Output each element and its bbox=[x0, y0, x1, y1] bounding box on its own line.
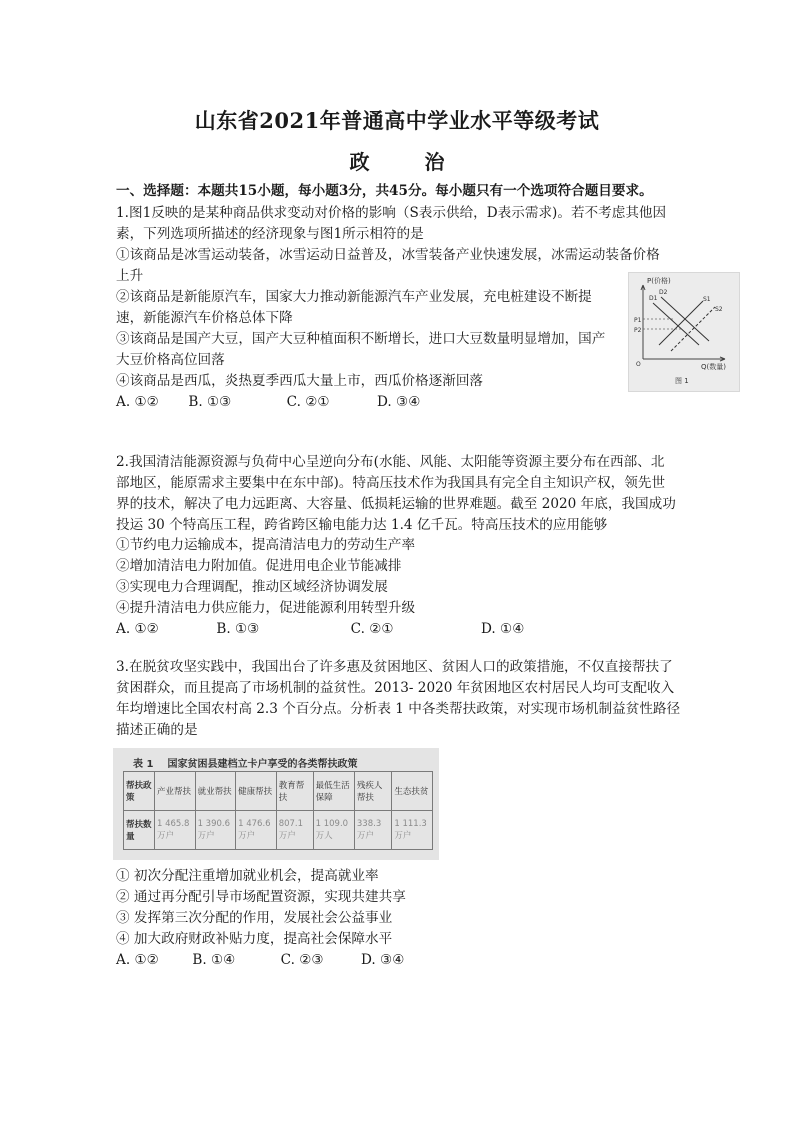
q2-option-1: ①节约电力运输成本，提高清洁电力的劳动生产率 bbox=[116, 537, 416, 553]
q3-option-4: ④ 加大政府财政补贴力度，提高社会保障水平 bbox=[116, 931, 393, 947]
table-cell: 807.1万户 bbox=[276, 811, 313, 850]
curve-d1: D1 bbox=[649, 295, 658, 302]
answer-d[interactable]: D. ③④ bbox=[360, 952, 405, 968]
q3-option-3: ③ 发挥第三次分配的作用，发展社会公益事业 bbox=[116, 910, 393, 926]
q1-line: 速，新能源汽车价格总体下降 bbox=[116, 310, 293, 326]
curve-s2: S2 bbox=[715, 306, 723, 313]
table-cell: 生态扶贫 bbox=[392, 772, 433, 811]
table-cell: 1 111.3万户 bbox=[392, 811, 433, 850]
curve-s1: S1 bbox=[703, 296, 711, 303]
q2-answer-options bbox=[116, 619, 524, 639]
q1-line: 素，下列选项所描述的经济现象与图1所示相符的是 bbox=[116, 226, 424, 242]
x-axis-label: Q(数量) bbox=[701, 363, 726, 371]
q1-option-1: ①该商品是冰雪运动装备，冰雪运动日益普及，冰雪装备产业快速发展，冰需运动装备价格 bbox=[116, 247, 660, 263]
q3-line: 描述正确的是 bbox=[116, 722, 198, 738]
q2-line: 界的技术，解决了电力远距离、大容量、低损耗运输的世界难题。截至 2020 年底，我国成功 bbox=[116, 496, 676, 512]
q3-line: 年均增速比全国农村高 2.3 个百分点。分析表 1 中各类帮扶政策，对实现市场机制益贫性路径 bbox=[116, 701, 681, 717]
answer-c[interactable]: C. ②① bbox=[350, 621, 394, 637]
table-title bbox=[133, 755, 357, 770]
table-cell: 就业帮扶 bbox=[195, 772, 236, 811]
q3-option-1: ① 初次分配注重增加就业机会，提高就业率 bbox=[116, 868, 379, 884]
q1-option-2: ②该商品是新能原汽车，国家大力推动新能源汽车产业发展，充电桩建设不断提 bbox=[116, 289, 592, 305]
answer-b[interactable]: B. ①④ bbox=[192, 952, 236, 968]
table-caption: 国家贫困县建档立卡户享受的各类帮扶政策 bbox=[167, 759, 358, 770]
price-p1: P1 bbox=[634, 317, 642, 324]
figure-caption: 图 1 bbox=[675, 377, 689, 385]
q2-option-2: ②增加清洁电力附加值。促进用电企业节能减排 bbox=[116, 558, 402, 574]
supply-demand-graph bbox=[629, 273, 739, 391]
table-cell: 帮扶数量 bbox=[124, 811, 155, 850]
origin-label: O bbox=[636, 361, 641, 368]
figure-1-supply-demand bbox=[628, 272, 740, 392]
q1-line: 上升 bbox=[116, 268, 144, 284]
q2-line: 2.我国清洁能源资源与负荷中心呈逆向分布(水能、风能、太阳能等资源主要分布在西部、北 bbox=[116, 454, 665, 470]
support-policy-table bbox=[123, 771, 433, 850]
q2-option-4: ④提升清洁电力供应能力，促进能源利用转型升级 bbox=[116, 600, 416, 616]
table-cell: 1 476.6万户 bbox=[236, 811, 277, 850]
table-cell: 教育帮扶 bbox=[276, 772, 313, 811]
y-axis-label: P(价格) bbox=[647, 277, 671, 285]
curve-d2: D2 bbox=[659, 289, 668, 296]
q3-option-2: ② 通过再分配引导市场配置资源，实现共建共享 bbox=[116, 889, 406, 905]
q3-line: 贫困群众，而且提高了市场机制的益贫性。2013- 2020 年贫困地区农村居民人均可支配收入 bbox=[116, 680, 675, 696]
answer-c[interactable]: C. ②① bbox=[286, 394, 330, 410]
q1-option-3: ③该商品是国产大豆，国产大豆种植面积不断增长，进口大豆数量明显增加，国产 bbox=[116, 331, 606, 347]
section-heading: 一、选择题：本题共15小题，每小题3分，共45分。每小题只有一个选项符合题目要求。 bbox=[116, 183, 653, 199]
table-cell: 1 109.0万人 bbox=[313, 811, 354, 850]
exam-title: 山东省2021年普通高中学业水平等级考试 bbox=[194, 108, 600, 133]
answer-b[interactable]: B. ①③ bbox=[216, 621, 260, 637]
answer-a[interactable]: A. ①② bbox=[116, 394, 159, 410]
price-p2: P2 bbox=[634, 327, 642, 334]
table-cell: 338.3万户 bbox=[354, 811, 391, 850]
answer-c[interactable]: C. ②③ bbox=[280, 952, 324, 968]
q1-line: 1.图1反映的是某种商品供求变动对价格的影响（S表示供给，D表示需求)。若不考虑其他因 bbox=[116, 205, 667, 221]
q2-option-3: ③实现电力合理调配，推动区域经济协调发展 bbox=[116, 579, 388, 595]
answer-a[interactable]: A. ①② bbox=[116, 621, 159, 637]
table-row bbox=[124, 811, 433, 850]
table-cell: 产业帮扶 bbox=[155, 772, 196, 811]
q3-answer-options bbox=[116, 950, 404, 970]
answer-d[interactable]: D. ③④ bbox=[376, 394, 421, 410]
subject-title: 政 治 bbox=[349, 150, 469, 174]
table-row bbox=[124, 772, 433, 811]
table-cell: 1 390.6万户 bbox=[195, 811, 236, 850]
table-cell: 帮扶政策 bbox=[124, 772, 155, 811]
table-1-photo bbox=[113, 748, 439, 860]
q1-answer-options bbox=[116, 392, 420, 412]
q1-option-4: ④该商品是西瓜，炎热夏季西瓜大量上市，西瓜价格逐渐回落 bbox=[116, 373, 484, 389]
table-cell: 最低生活保障 bbox=[313, 772, 354, 811]
q3-line: 3.在脱贫攻坚实践中，我国出台了许多惠及贫困地区、贫困人口的政策措施，不仅直接帮扶了 bbox=[116, 659, 673, 675]
table-number: 表 1 bbox=[133, 759, 154, 770]
table-cell: 残疾人帮扶 bbox=[354, 772, 391, 811]
answer-b[interactable]: B. ①③ bbox=[188, 394, 232, 410]
table-cell: 1 465.8万户 bbox=[155, 811, 196, 850]
q2-line: 部地区，能原需求主要集中在东中部)。特高压技术作为我国具有完全自主知识产权，领先世 bbox=[116, 475, 666, 491]
answer-d[interactable]: D. ①④ bbox=[480, 621, 525, 637]
q2-line: 投运 30 个特高压工程，跨省跨区输电能力达 1.4 亿千瓦。特高压技术的应用能够 bbox=[116, 517, 608, 533]
q1-line: 大豆价格高位回落 bbox=[116, 352, 225, 368]
answer-a[interactable]: A. ①② bbox=[116, 952, 159, 968]
table-cell: 健康帮扶 bbox=[236, 772, 277, 811]
